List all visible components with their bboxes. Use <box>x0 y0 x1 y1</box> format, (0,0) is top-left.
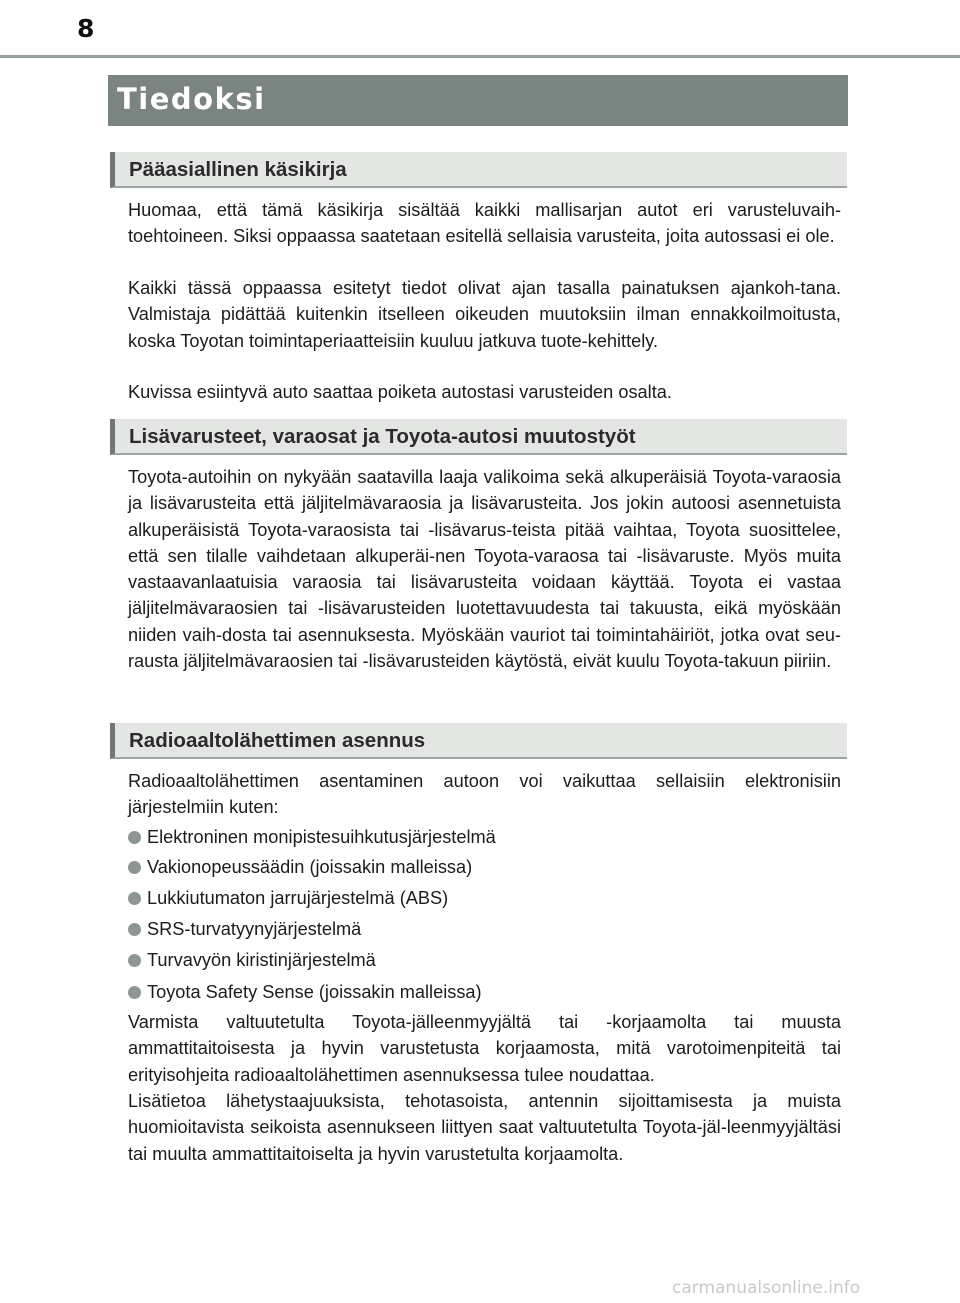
bullet-icon <box>128 892 141 905</box>
list-item: Elektroninen monipistesuihkutusjärjestelmä <box>128 824 841 850</box>
list-item: Vakionopeussäädin (joissakin malleissa) <box>128 854 841 880</box>
section-heading-text: Pääasiallinen käsikirja <box>129 158 347 181</box>
bullet-icon <box>128 831 141 844</box>
section-heading-text: Radioaaltolähettimen asennus <box>129 729 426 752</box>
list-item: Turvavyön kiristinjärjestelmä <box>128 947 841 973</box>
section-heading-accessories <box>110 419 847 455</box>
bullet-icon <box>128 923 141 936</box>
bullet-icon <box>128 954 141 967</box>
paragraph: Lisätietoa lähetystaajuuksista, tehotasoista, antennin sijoittamisesta ja muista huomioitavista seikoista asennukseen liittyen saat valtuutetulta Toyota-jäl-leenmyyjältäsi tai muulta ammattitaitoiselta ja hyvin varustetulta korjaamolta. <box>128 1091 841 1164</box>
chapter-banner <box>108 75 848 126</box>
section-heading-main-manual <box>110 152 847 188</box>
paragraph: Kaikki tässä oppaassa esitetyt tiedot olivat ajan tasalla painatuksen ajankoh-tana. Valmistaja pidättää kuitenkin itselleen oikeuden muutoksiin ilman ennakkoilmoitusta, koska Toyotan toimintaperiaatteisiin kuuluu jatkuva tuote-kehittely. <box>128 278 841 351</box>
section-heading-radio-transmitter <box>110 723 847 759</box>
header-divider <box>0 55 960 58</box>
list-item: Lukkiutumaton jarrujärjestelmä (ABS) <box>128 885 841 911</box>
section-heading-text: Lisävarusteet, varaosat ja Toyota-autosi muutostyöt <box>129 425 636 448</box>
bullet-icon <box>128 986 141 999</box>
chapter-title: Tiedoksi <box>117 82 266 116</box>
page-number: 8 <box>77 14 95 43</box>
paragraph: Huomaa, että tämä käsikirja sisältää kaikki mallisarjan autot eri varusteluvaih-toehtoineen. Siksi oppaassa saatetaan esitellä sellaisia varusteita, joita autossasi ei ole. <box>128 200 841 247</box>
list-item: Toyota Safety Sense (joissakin malleissa) <box>128 979 841 1005</box>
paragraph: Radioaaltolähettimen asentaminen autoon voi vaikuttaa sellaisiin elektronisiin järjestelmiin kuten: <box>128 771 841 818</box>
list-item: SRS-turvatyynyjärjestelmä <box>128 916 841 942</box>
paragraph: Kuvissa esiintyvä auto saattaa poiketa autostasi varusteiden osalta. <box>128 382 672 402</box>
paragraph: Varmista valtuutetulta Toyota-jälleenmyyjältä tai -korjaamolta tai muusta ammattitaitoisesta ja hyvin varustetusta korjaamosta, mitä varotoimenpiteitä tai erityisohjeita radioaaltolähettimen asennuksessa tulee noudattaa. <box>128 1012 841 1085</box>
bullet-icon <box>128 861 141 874</box>
watermark-text: carmanualsonline.info <box>672 1278 861 1298</box>
paragraph: Toyota-autoihin on nykyään saatavilla laaja valikoima sekä alkuperäisiä Toyota-varaosia ja lisävarusteita että jäljitelmävaraosia ja lisävarusteita. Jos jokin autoosi asennetuista alkuperäisistä Toyota-varaosista tai -lisävarus-teista pitää vaihtaa, Toyota suosittelee, että sen tilalle vaihdetaan alkuperäi-nen Toyota-varaosa tai -lisävaruste. Myös muita vastaavanlaatuisia varaosia tai lisävarusteita voidaan käyttää. Toyota ei vastaa jäljitelmävaraosien tai -lisävarusteiden luotettavuudesta tai takuusta, eikä myöskään niiden vaih-dosta tai asennuksesta. Myöskään vauriot tai toimintahäiriöt, jotka ovat seu-rausta jäljitelmävaraosien tai -lisävarusteiden käytöstä, eivät kuulu Toyota-takuun piiriin. <box>128 467 841 672</box>
